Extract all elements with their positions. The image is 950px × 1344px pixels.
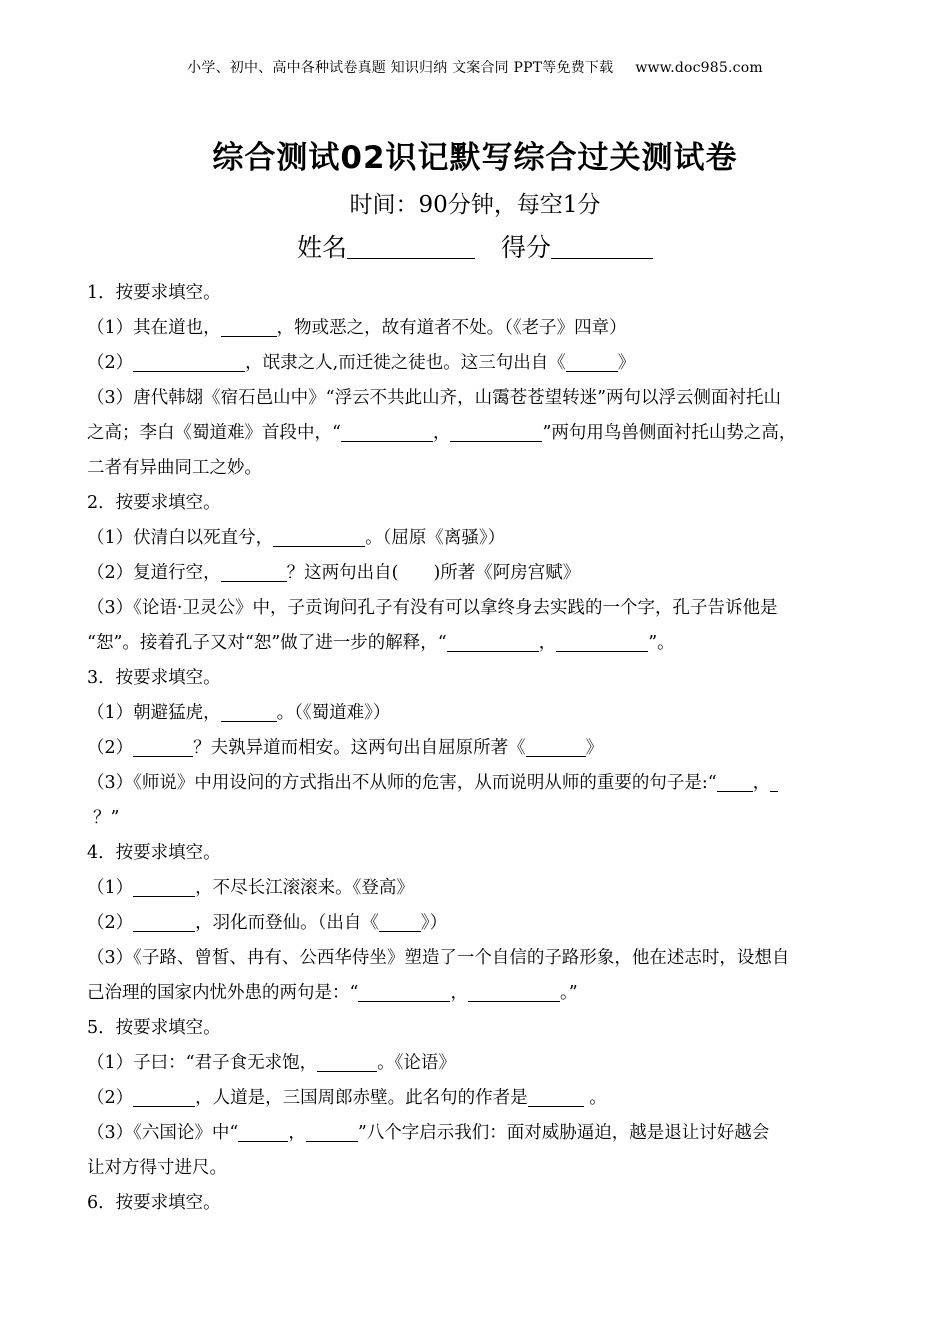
answer-blank[interactable]	[566, 351, 618, 372]
question-heading: 4．按要求填空。	[87, 843, 221, 863]
question-body	[87, 276, 867, 1221]
answer-blank[interactable]	[358, 981, 450, 1002]
question-item: 之高；李白《蜀道难》首段中，“ ， ”两句用鸟兽侧面衬托山势之高，	[87, 423, 797, 443]
question-item: （3）《论语·卫灵公》中，子贡询问孔子有没有可以拿终身去实践的一个字，孔子告诉他是	[87, 598, 778, 618]
page-subtitle: 时间：90分钟，每空1分	[349, 192, 601, 218]
question-item: （2） ，氓隶之人,而迁徙之徒也。这三句出自《 》	[87, 353, 636, 373]
answer-blank[interactable]	[238, 1121, 288, 1142]
question-item: （2） ，人道是，三国周郎赤壁。此名句的作者是 。	[87, 1088, 607, 1108]
question-heading: 1．按要求填空。	[87, 283, 221, 303]
score-label: 得分	[501, 233, 552, 262]
question-item: ？”	[93, 808, 120, 828]
question-item: （3）《子路、曾皙、冉有、公西华侍坐》塑造了一个自信的子路形象，他在述志时，设想自	[87, 948, 790, 968]
question-item: （3）唐代韩翃《宿石邑山中》“浮云不共此山齐，山霭苍苍望转迷”两句以浮云侧面衬托山	[87, 388, 782, 408]
answer-blank[interactable]	[447, 631, 539, 652]
answer-blank[interactable]	[468, 981, 560, 1002]
answer-blank[interactable]	[306, 1121, 358, 1142]
question-item: （2） ？夫孰异道而相安。这两句出自屈原所著《 》	[87, 738, 604, 758]
question-item: （1）朝避猛虎， 。（《蜀道难》）	[87, 703, 391, 723]
question-item: “恕”。接着孔子又对“恕”做了进一步的解释，“ ， ”。	[87, 633, 675, 653]
question-heading: 3．按要求填空。	[87, 668, 221, 688]
answer-blank[interactable]	[528, 1086, 584, 1107]
answer-blank[interactable]	[317, 1051, 377, 1072]
answer-blank[interactable]	[273, 526, 365, 547]
score-field[interactable]	[551, 232, 653, 259]
answer-blank[interactable]	[133, 876, 195, 897]
name-label: 姓名	[296, 233, 347, 262]
answer-blank[interactable]	[133, 911, 195, 932]
answer-blank[interactable]	[556, 631, 648, 652]
question-item: （1）子曰：“君子食无求饱， 。《论语》	[87, 1053, 456, 1073]
answer-blank[interactable]	[341, 421, 433, 442]
page-header	[0, 57, 950, 77]
question-item: （3）《师说》中用设问的方式指出不从师的危害，从而说明从师的重要的句子是:“ ，	[87, 766, 867, 801]
answer-blank[interactable]	[221, 561, 287, 582]
answer-blank[interactable]	[133, 1086, 195, 1107]
answer-blank[interactable]	[221, 316, 277, 337]
question-item: 二者有异曲同工之妙。	[87, 458, 262, 478]
question-item: （2） ，羽化而登仙。（出自《 》）	[87, 913, 448, 933]
answer-blank[interactable]	[221, 701, 277, 722]
answer-blank[interactable]	[133, 351, 245, 372]
question-item: （1） ，不尽长江滚滚来。《登高》	[87, 878, 414, 898]
question-item: 己治理的国家内忧外患的两句是：“ ， 。”	[87, 983, 578, 1003]
name-score-row	[0, 228, 950, 264]
question-heading: 5．按要求填空。	[87, 1018, 221, 1038]
header-site[interactable]: www.doc985.com	[635, 60, 763, 76]
answer-blank[interactable]	[379, 911, 421, 932]
question-item: 让对方得寸进尺。	[87, 1158, 227, 1178]
answer-blank[interactable]	[133, 736, 193, 757]
question-heading: 2．按要求填空。	[87, 493, 221, 513]
question-item: （1）伏清白以死直兮， 。（屈原《离骚》）	[87, 528, 506, 548]
question-item: （1）其在道也， ，物或恶之，故有道者不处。（《老子》四章）	[87, 318, 627, 338]
answer-blank[interactable]	[717, 771, 753, 792]
page-title: 综合测试02识记默写综合过关测试卷	[212, 140, 738, 176]
name-field[interactable]	[347, 232, 475, 259]
answer-blank[interactable]	[450, 421, 542, 442]
question-item: （3）《六国论》中“ ， ”八个字启示我们：面对威胁逼迫，越是退让讨好越会	[87, 1123, 770, 1143]
answer-blank[interactable]	[770, 771, 778, 792]
header-text: 小学、初中、高中各种试卷真题 知识归纳 文案合同 PPT等免费下载	[187, 60, 614, 76]
question-heading: 6．按要求填空。	[87, 1193, 221, 1213]
answer-blank[interactable]	[526, 736, 586, 757]
question-item: （2）复道行空， ？这两句出自( )所著《阿房宫赋》	[87, 563, 581, 583]
